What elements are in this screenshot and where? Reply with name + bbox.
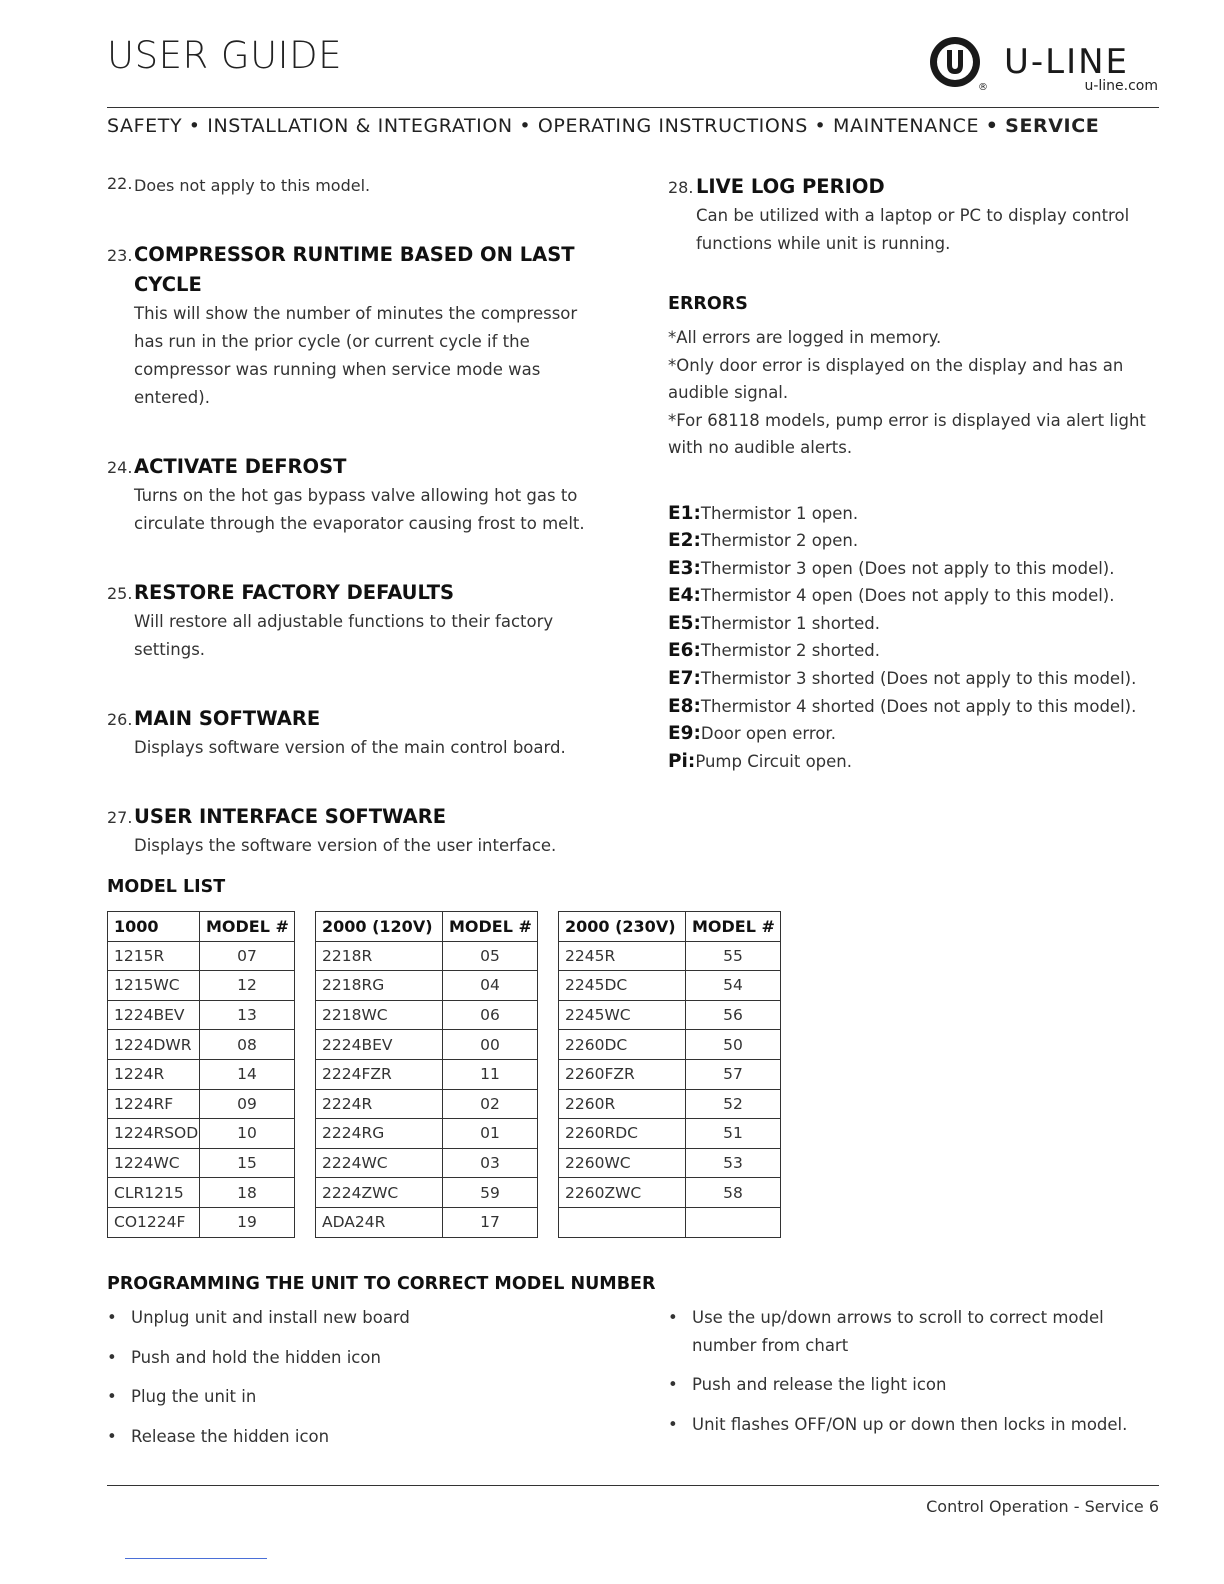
item-number: 25. xyxy=(107,584,133,603)
footer-rule xyxy=(107,1485,1159,1486)
nav-item-maintenance: MAINTENANCE xyxy=(833,115,980,137)
error-note: *For 68118 models, pump error is displayed via alert light with no audible alerts. xyxy=(668,410,1146,457)
error-description: Thermistor 2 shorted. xyxy=(700,641,880,661)
item-27 xyxy=(107,802,607,860)
item-body: Will restore all adjustable functions to their factory settings. xyxy=(134,612,554,659)
item-body: Does not apply to this model. xyxy=(134,176,371,195)
model-number-cell: 17 xyxy=(443,1207,538,1237)
model-name-cell: 1215R xyxy=(108,941,200,971)
item-body: Displays software version of the main control board. xyxy=(134,738,566,757)
column-gap xyxy=(295,971,316,1001)
model-name-cell: 1224R xyxy=(108,1059,200,1089)
column-gap xyxy=(295,1148,316,1178)
column-gap xyxy=(538,1178,559,1208)
model-name-cell: 2260ZWC xyxy=(559,1178,686,1208)
column-gap xyxy=(295,1207,316,1237)
model-number-cell: 19 xyxy=(200,1207,295,1237)
error-note: *Only door error is displayed on the display and has an audible signal. xyxy=(668,355,1124,402)
error-code: E5: xyxy=(668,612,701,634)
errors-title: ERRORS xyxy=(668,294,748,314)
model-number-cell: 00 xyxy=(443,1030,538,1060)
model-number-cell: 05 xyxy=(443,941,538,971)
left-column xyxy=(107,172,607,860)
column-gap xyxy=(538,1059,559,1089)
column-gap xyxy=(538,1119,559,1149)
error-code: Pi: xyxy=(668,750,696,772)
item-24 xyxy=(107,452,607,538)
model-number-cell: 04 xyxy=(443,971,538,1001)
item-number: 22. xyxy=(107,174,133,193)
column-gap xyxy=(538,971,559,1001)
model-name-cell: 1224BEV xyxy=(108,1000,200,1030)
column-gap xyxy=(295,941,316,971)
column-gap xyxy=(295,1059,316,1089)
nav-item-installation: INSTALLATION & INTEGRATION xyxy=(207,115,513,137)
model-name-cell: 2224FZR xyxy=(316,1059,443,1089)
model-name-cell: CLR1215 xyxy=(108,1178,200,1208)
table-row xyxy=(108,1000,781,1030)
table-row xyxy=(108,1148,781,1178)
nav-separator: • xyxy=(814,115,827,137)
item-number: 27. xyxy=(107,808,133,827)
programming-steps-left xyxy=(107,1304,607,1450)
item-number: 26. xyxy=(107,710,133,729)
model-number-cell: 09 xyxy=(200,1089,295,1119)
column-gap xyxy=(538,1148,559,1178)
item-body: Can be utilized with a laptop or PC to display control functions while unit is running. xyxy=(696,206,1130,253)
model-number-cell: 10 xyxy=(200,1119,295,1149)
model-name-cell: ADA24R xyxy=(316,1207,443,1237)
item-number: 24. xyxy=(107,458,133,477)
column-header: MODEL # xyxy=(200,912,295,942)
item-body: This will show the number of minutes the compressor has run in the prior cycle (or current cycle if the compressor was running when service mode was entered). xyxy=(134,304,578,407)
item-number: 28. xyxy=(668,178,694,197)
model-number-cell: 53 xyxy=(686,1148,781,1178)
nav-item-safety: SAFETY xyxy=(107,115,183,137)
model-number-cell: 06 xyxy=(443,1000,538,1030)
registered-mark: ® xyxy=(978,82,988,93)
model-number-cell: 13 xyxy=(200,1000,295,1030)
item-body: Displays the software version of the user interface. xyxy=(134,836,557,855)
model-number-cell xyxy=(686,1207,781,1237)
footer-text: Control Operation - Service 6 xyxy=(926,1497,1159,1516)
model-name-cell: 2245WC xyxy=(559,1000,686,1030)
model-number-cell: 07 xyxy=(200,941,295,971)
model-name-cell: CO1224F xyxy=(108,1207,200,1237)
list-item: • Plug the unit in xyxy=(107,1383,607,1411)
model-number-cell: 54 xyxy=(686,971,781,1001)
list-item: • Push and release the light icon xyxy=(668,1371,1158,1399)
model-name-cell: 2224R xyxy=(316,1089,443,1119)
error-description: Thermistor 2 open. xyxy=(700,531,859,551)
column-header: 2000 (230V) xyxy=(559,912,686,942)
column-header: 2000 (120V) xyxy=(316,912,443,942)
error-code-row xyxy=(668,665,1163,693)
model-number-cell: 50 xyxy=(686,1030,781,1060)
table-row xyxy=(108,1178,781,1208)
error-description: Thermistor 4 shorted (Does not apply to this model). xyxy=(700,696,1137,716)
column-gap xyxy=(538,1089,559,1119)
model-number-cell: 02 xyxy=(443,1089,538,1119)
error-code: E7: xyxy=(668,668,701,690)
item-heading: RESTORE FACTORY DEFAULTS xyxy=(134,581,455,604)
model-name-cell: 2218RG xyxy=(316,971,443,1001)
model-name-cell: 2224BEV xyxy=(316,1030,443,1060)
item-heading: USER INTERFACE SOFTWARE xyxy=(134,805,447,828)
model-number-cell: 58 xyxy=(686,1178,781,1208)
error-description: Thermistor 1 shorted. xyxy=(700,613,880,633)
list-item: • Unplug unit and install new board xyxy=(107,1304,607,1332)
model-number-cell: 08 xyxy=(200,1030,295,1060)
error-description: Thermistor 3 shorted (Does not apply to this model). xyxy=(700,669,1137,689)
model-name-cell: 1224RF xyxy=(108,1089,200,1119)
error-code: E8: xyxy=(668,695,701,717)
model-name-cell: 2224ZWC xyxy=(316,1178,443,1208)
table-row xyxy=(108,971,781,1001)
model-name-cell: 2260R xyxy=(559,1089,686,1119)
column-header: MODEL # xyxy=(443,912,538,942)
model-number-cell: 56 xyxy=(686,1000,781,1030)
item-heading: COMPRESSOR RUNTIME BASED ON LAST CYCLE xyxy=(134,243,575,296)
error-code-row xyxy=(668,555,1163,583)
error-description: Pump Circuit open. xyxy=(695,751,852,771)
model-number-cell: 12 xyxy=(200,971,295,1001)
column-header: MODEL # xyxy=(686,912,781,942)
error-code: E4: xyxy=(668,585,701,607)
error-description: Door open error. xyxy=(700,724,836,744)
column-gap xyxy=(538,1207,559,1237)
model-number-cell: 57 xyxy=(686,1059,781,1089)
table-row xyxy=(108,941,781,971)
column-gap xyxy=(538,1000,559,1030)
model-table xyxy=(107,911,781,1238)
item-number: 23. xyxy=(107,246,133,265)
model-name-cell: 2260WC xyxy=(559,1148,686,1178)
column-gap xyxy=(295,1178,316,1208)
error-description: Thermistor 4 open (Does not apply to this model). xyxy=(700,586,1115,606)
model-name-cell: 2218WC xyxy=(316,1000,443,1030)
error-code: E2: xyxy=(668,530,701,552)
column-gap xyxy=(295,912,316,942)
table-row xyxy=(108,1207,781,1237)
error-code-row xyxy=(668,527,1163,555)
model-number-cell: 03 xyxy=(443,1148,538,1178)
error-note: *All errors are logged in memory. xyxy=(668,328,942,347)
header-rule xyxy=(107,107,1159,108)
error-code-list xyxy=(668,500,1163,776)
item-heading: ACTIVATE DEFROST xyxy=(134,455,347,478)
model-name-cell: 2218R xyxy=(316,941,443,971)
column-gap xyxy=(295,1000,316,1030)
table-row xyxy=(108,1119,781,1149)
model-number-cell: 52 xyxy=(686,1089,781,1119)
model-number-cell: 14 xyxy=(200,1059,295,1089)
list-item: • Unit flashes OFF/ON up or down then locks in model. xyxy=(668,1411,1158,1439)
model-name-cell: 2245R xyxy=(559,941,686,971)
column-gap xyxy=(538,1030,559,1060)
model-number-cell: 55 xyxy=(686,941,781,971)
nav-item-operating: OPERATING INSTRUCTIONS xyxy=(537,115,808,137)
model-number-cell: 15 xyxy=(200,1148,295,1178)
model-name-cell: 1215WC xyxy=(108,971,200,1001)
list-item: • Use the up/down arrows to scroll to correct model number from chart xyxy=(668,1304,1132,1359)
model-name-cell: 1224DWR xyxy=(108,1030,200,1060)
column-gap xyxy=(538,941,559,971)
brand-name: U-LINE xyxy=(1004,42,1130,82)
list-item: • Release the hidden icon xyxy=(107,1423,607,1451)
error-code: E6: xyxy=(668,640,701,662)
column-gap xyxy=(538,912,559,942)
table-row xyxy=(108,1059,781,1089)
item-heading: LIVE LOG PERIOD xyxy=(696,175,885,198)
column-gap xyxy=(295,1119,316,1149)
programming-title: PROGRAMMING THE UNIT TO CORRECT MODEL NUMBER xyxy=(107,1274,656,1294)
nav-separator: • xyxy=(985,115,999,137)
table-row xyxy=(108,1030,781,1060)
right-column xyxy=(668,172,1163,775)
model-number-cell: 18 xyxy=(200,1178,295,1208)
model-name-cell: 1224RSOD xyxy=(108,1119,200,1149)
error-code: E9: xyxy=(668,723,701,745)
page-title: USER GUIDE xyxy=(107,34,342,77)
model-list-title: MODEL LIST xyxy=(107,877,226,897)
item-25 xyxy=(107,578,607,664)
error-code: E3: xyxy=(668,557,701,579)
error-code-row xyxy=(668,693,1163,721)
model-name-cell xyxy=(559,1207,686,1237)
footer-link-underline xyxy=(125,1558,267,1559)
error-code-row xyxy=(668,610,1163,638)
programming-steps-right xyxy=(668,1304,1158,1438)
model-name-cell: 2245DC xyxy=(559,971,686,1001)
error-code-row xyxy=(668,720,1163,748)
item-28 xyxy=(668,172,1163,258)
table-header-row xyxy=(108,912,781,942)
item-heading: MAIN SOFTWARE xyxy=(134,707,321,730)
model-number-cell: 01 xyxy=(443,1119,538,1149)
model-name-cell: 2260RDC xyxy=(559,1119,686,1149)
error-code-row xyxy=(668,748,1163,776)
list-item: • Push and hold the hidden icon xyxy=(107,1344,607,1372)
model-number-cell: 11 xyxy=(443,1059,538,1089)
item-23 xyxy=(107,240,607,412)
column-header: 1000 xyxy=(108,912,200,942)
item-22 xyxy=(107,172,607,200)
model-name-cell: 2224RG xyxy=(316,1119,443,1149)
model-name-cell: 2224WC xyxy=(316,1148,443,1178)
section-nav xyxy=(107,115,1159,137)
nav-item-service-active: SERVICE xyxy=(1005,115,1100,137)
nav-separator: • xyxy=(519,115,532,137)
error-code-row xyxy=(668,582,1163,610)
model-name-cell: 2260DC xyxy=(559,1030,686,1060)
error-code-row xyxy=(668,500,1163,528)
item-26 xyxy=(107,704,607,762)
column-gap xyxy=(295,1089,316,1119)
model-name-cell: 2260FZR xyxy=(559,1059,686,1089)
item-body: Turns on the hot gas bypass valve allowing hot gas to circulate through the evaporator causing frost to melt. xyxy=(134,486,585,533)
model-number-cell: 51 xyxy=(686,1119,781,1149)
brand-url: u-line.com xyxy=(1084,78,1158,94)
error-code: E1: xyxy=(668,502,701,524)
table-row xyxy=(108,1089,781,1119)
error-code-row xyxy=(668,637,1163,665)
model-number-cell: 59 xyxy=(443,1178,538,1208)
column-gap xyxy=(295,1030,316,1060)
model-name-cell: 1224WC xyxy=(108,1148,200,1178)
error-description: Thermistor 3 open (Does not apply to this model). xyxy=(700,558,1115,578)
nav-separator: • xyxy=(188,115,201,137)
error-description: Thermistor 1 open. xyxy=(700,503,859,523)
